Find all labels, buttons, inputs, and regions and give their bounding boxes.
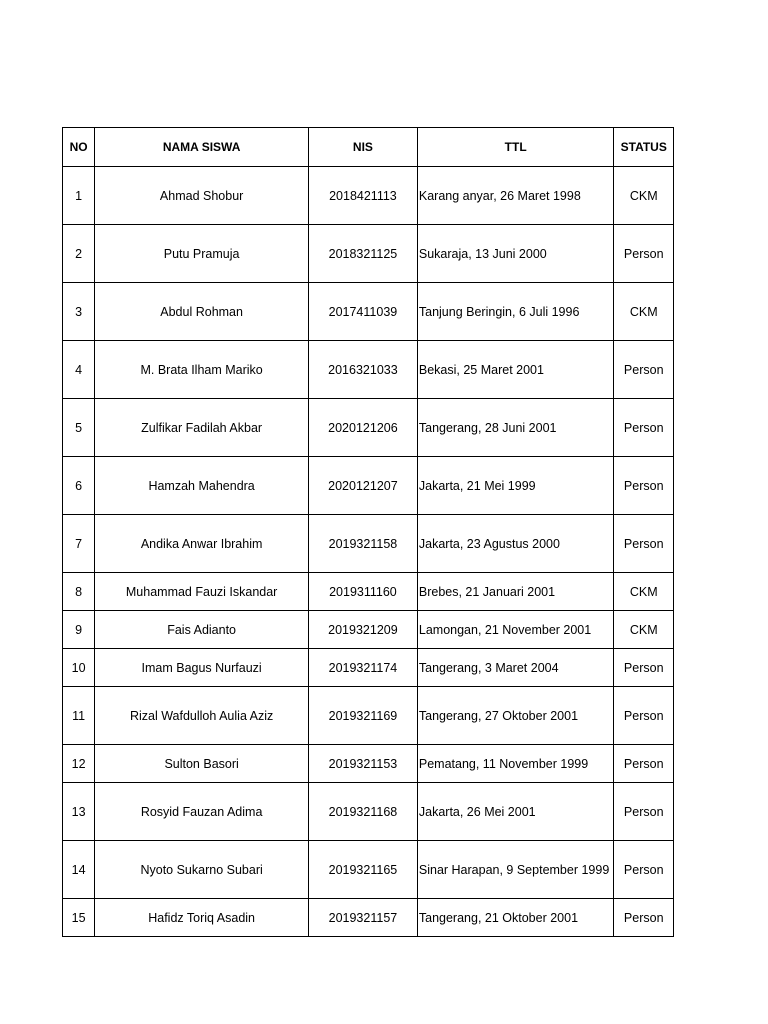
header-nis: NIS: [308, 128, 417, 167]
cell-nama-siswa: Nyoto Sukarno Subari: [95, 841, 309, 899]
cell-ttl: Sinar Harapan, 9 September 1999: [417, 841, 614, 899]
cell-nis: 2019321165: [308, 841, 417, 899]
cell-status: Person: [614, 515, 674, 573]
cell-nis: 2019321168: [308, 783, 417, 841]
cell-no: 1: [63, 167, 95, 225]
header-status: STATUS: [614, 128, 674, 167]
table-row: [63, 841, 674, 899]
cell-no: 4: [63, 341, 95, 399]
cell-nis: 2019321169: [308, 687, 417, 745]
cell-ttl: Lamongan, 21 November 2001: [417, 611, 614, 649]
cell-nama-siswa: Rizal Wafdulloh Aulia Aziz: [95, 687, 309, 745]
cell-no: 13: [63, 783, 95, 841]
cell-status: Person: [614, 399, 674, 457]
student-table: [62, 127, 674, 937]
cell-status: CKM: [614, 611, 674, 649]
cell-nama-siswa: Muhammad Fauzi Iskandar: [95, 573, 309, 611]
table-header-row: [63, 128, 674, 167]
cell-nama-siswa: Hamzah Mahendra: [95, 457, 309, 515]
header-ttl: TTL: [417, 128, 614, 167]
cell-status: Person: [614, 745, 674, 783]
cell-nama-siswa: Andika Anwar Ibrahim: [95, 515, 309, 573]
cell-status: Person: [614, 687, 674, 745]
cell-nis: 2019321174: [308, 649, 417, 687]
cell-status: Person: [614, 341, 674, 399]
table-row: [63, 515, 674, 573]
cell-status: Person: [614, 225, 674, 283]
cell-no: 7: [63, 515, 95, 573]
cell-ttl: Tanjung Beringin, 6 Juli 1996: [417, 283, 614, 341]
header-no: NO: [63, 128, 95, 167]
cell-nama-siswa: Imam Bagus Nurfauzi: [95, 649, 309, 687]
cell-no: 14: [63, 841, 95, 899]
cell-ttl: Tangerang, 3 Maret 2004: [417, 649, 614, 687]
cell-nama-siswa: Rosyid Fauzan Adima: [95, 783, 309, 841]
cell-status: CKM: [614, 283, 674, 341]
cell-ttl: Sukaraja, 13 Juni 2000: [417, 225, 614, 283]
cell-status: CKM: [614, 573, 674, 611]
cell-no: 3: [63, 283, 95, 341]
cell-nama-siswa: Zulfikar Fadilah Akbar: [95, 399, 309, 457]
table-row: [63, 573, 674, 611]
table-row: [63, 745, 674, 783]
cell-ttl: Jakarta, 26 Mei 2001: [417, 783, 614, 841]
cell-ttl: Brebes, 21 Januari 2001: [417, 573, 614, 611]
cell-ttl: Jakarta, 23 Agustus 2000: [417, 515, 614, 573]
cell-nama-siswa: Hafidz Toriq Asadin: [95, 899, 309, 937]
cell-ttl: Bekasi, 25 Maret 2001: [417, 341, 614, 399]
cell-status: CKM: [614, 167, 674, 225]
table-row: [63, 457, 674, 515]
table-row: [63, 225, 674, 283]
cell-ttl: Jakarta, 21 Mei 1999: [417, 457, 614, 515]
table-body: [63, 167, 674, 937]
cell-no: 11: [63, 687, 95, 745]
cell-no: 15: [63, 899, 95, 937]
cell-status: Person: [614, 457, 674, 515]
table-row: [63, 649, 674, 687]
cell-nama-siswa: Putu Pramuja: [95, 225, 309, 283]
table-row: [63, 687, 674, 745]
cell-nis: 2019311160: [308, 573, 417, 611]
cell-nama-siswa: M. Brata Ilham Mariko: [95, 341, 309, 399]
cell-nama-siswa: Fais Adianto: [95, 611, 309, 649]
cell-nis: 2019321157: [308, 899, 417, 937]
table-row: [63, 283, 674, 341]
cell-no: 9: [63, 611, 95, 649]
table-row: [63, 341, 674, 399]
cell-nis: 2018421113: [308, 167, 417, 225]
cell-ttl: Pematang, 11 November 1999: [417, 745, 614, 783]
header-nama-siswa: NAMA SISWA: [95, 128, 309, 167]
cell-nis: 2016321033: [308, 341, 417, 399]
cell-nis: 2019321209: [308, 611, 417, 649]
table-row: [63, 611, 674, 649]
cell-status: Person: [614, 899, 674, 937]
cell-no: 5: [63, 399, 95, 457]
cell-nis: 2018321125: [308, 225, 417, 283]
cell-status: Person: [614, 841, 674, 899]
table-row: [63, 399, 674, 457]
cell-ttl: Tangerang, 21 Oktober 2001: [417, 899, 614, 937]
cell-nis: 2019321158: [308, 515, 417, 573]
cell-no: 2: [63, 225, 95, 283]
cell-nis: 2020121206: [308, 399, 417, 457]
table-row: [63, 167, 674, 225]
cell-ttl: Karang anyar, 26 Maret 1998: [417, 167, 614, 225]
cell-ttl: Tangerang, 27 Oktober 2001: [417, 687, 614, 745]
cell-ttl: Tangerang, 28 Juni 2001: [417, 399, 614, 457]
cell-status: Person: [614, 649, 674, 687]
cell-nis: 2020121207: [308, 457, 417, 515]
cell-nis: 2017411039: [308, 283, 417, 341]
cell-nis: 2019321153: [308, 745, 417, 783]
cell-no: 10: [63, 649, 95, 687]
cell-no: 12: [63, 745, 95, 783]
table-row: [63, 783, 674, 841]
cell-status: Person: [614, 783, 674, 841]
cell-nama-siswa: Sulton Basori: [95, 745, 309, 783]
cell-no: 6: [63, 457, 95, 515]
table-row: [63, 899, 674, 937]
cell-nama-siswa: Abdul Rohman: [95, 283, 309, 341]
cell-no: 8: [63, 573, 95, 611]
cell-nama-siswa: Ahmad Shobur: [95, 167, 309, 225]
